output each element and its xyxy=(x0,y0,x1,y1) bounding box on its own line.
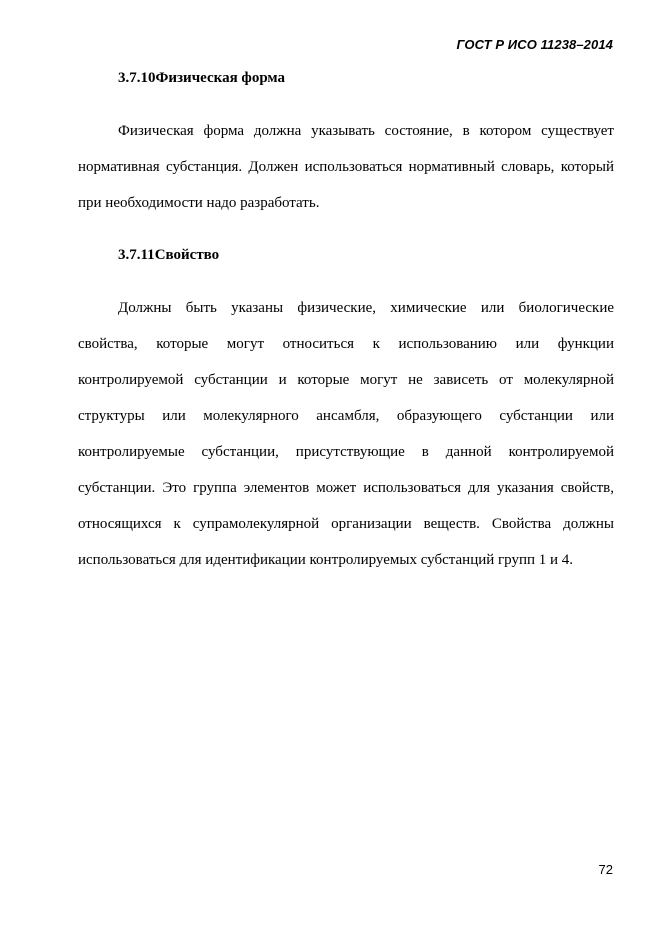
page-number: 72 xyxy=(598,862,613,877)
section-paragraph-3-7-10: Физическая форма должна указывать состояние, в котором существует нормативная субстанция. Должен использоваться нормативный словарь, который при необходимости надо разработать. xyxy=(78,123,614,211)
section-heading-3-7-11 xyxy=(78,245,614,265)
document-header: ГОСТ Р ИСО 11238–2014 xyxy=(456,37,613,52)
spacer xyxy=(78,265,614,290)
section-title: Свойство xyxy=(154,247,220,263)
section-number: 3.7.11 xyxy=(118,247,155,263)
spacer xyxy=(78,221,614,245)
section-heading-3-7-10 xyxy=(78,68,614,88)
section-paragraph-3-7-11: Должны быть указаны физические, химические или биологические свойства, которые могут относиться к использованию или функции контролируемой субстанции и которые могут не зависеть от молекулярной структуры или молекулярного ансамбля, образующего субстанции или контролируемые субстанции, присутствующие в данной контролируемой субстанции. Это группа элементов может использоваться для указания свойств, относящихся к супрамолекулярной организации веществ. Свойства должны использоваться для идентификации контролируемых субстанций групп 1 и 4. xyxy=(78,300,614,568)
spacer xyxy=(78,88,614,113)
section-number: 3.7.10 xyxy=(118,70,156,86)
section-title: Физическая форма xyxy=(155,70,286,86)
document-body xyxy=(78,68,614,578)
